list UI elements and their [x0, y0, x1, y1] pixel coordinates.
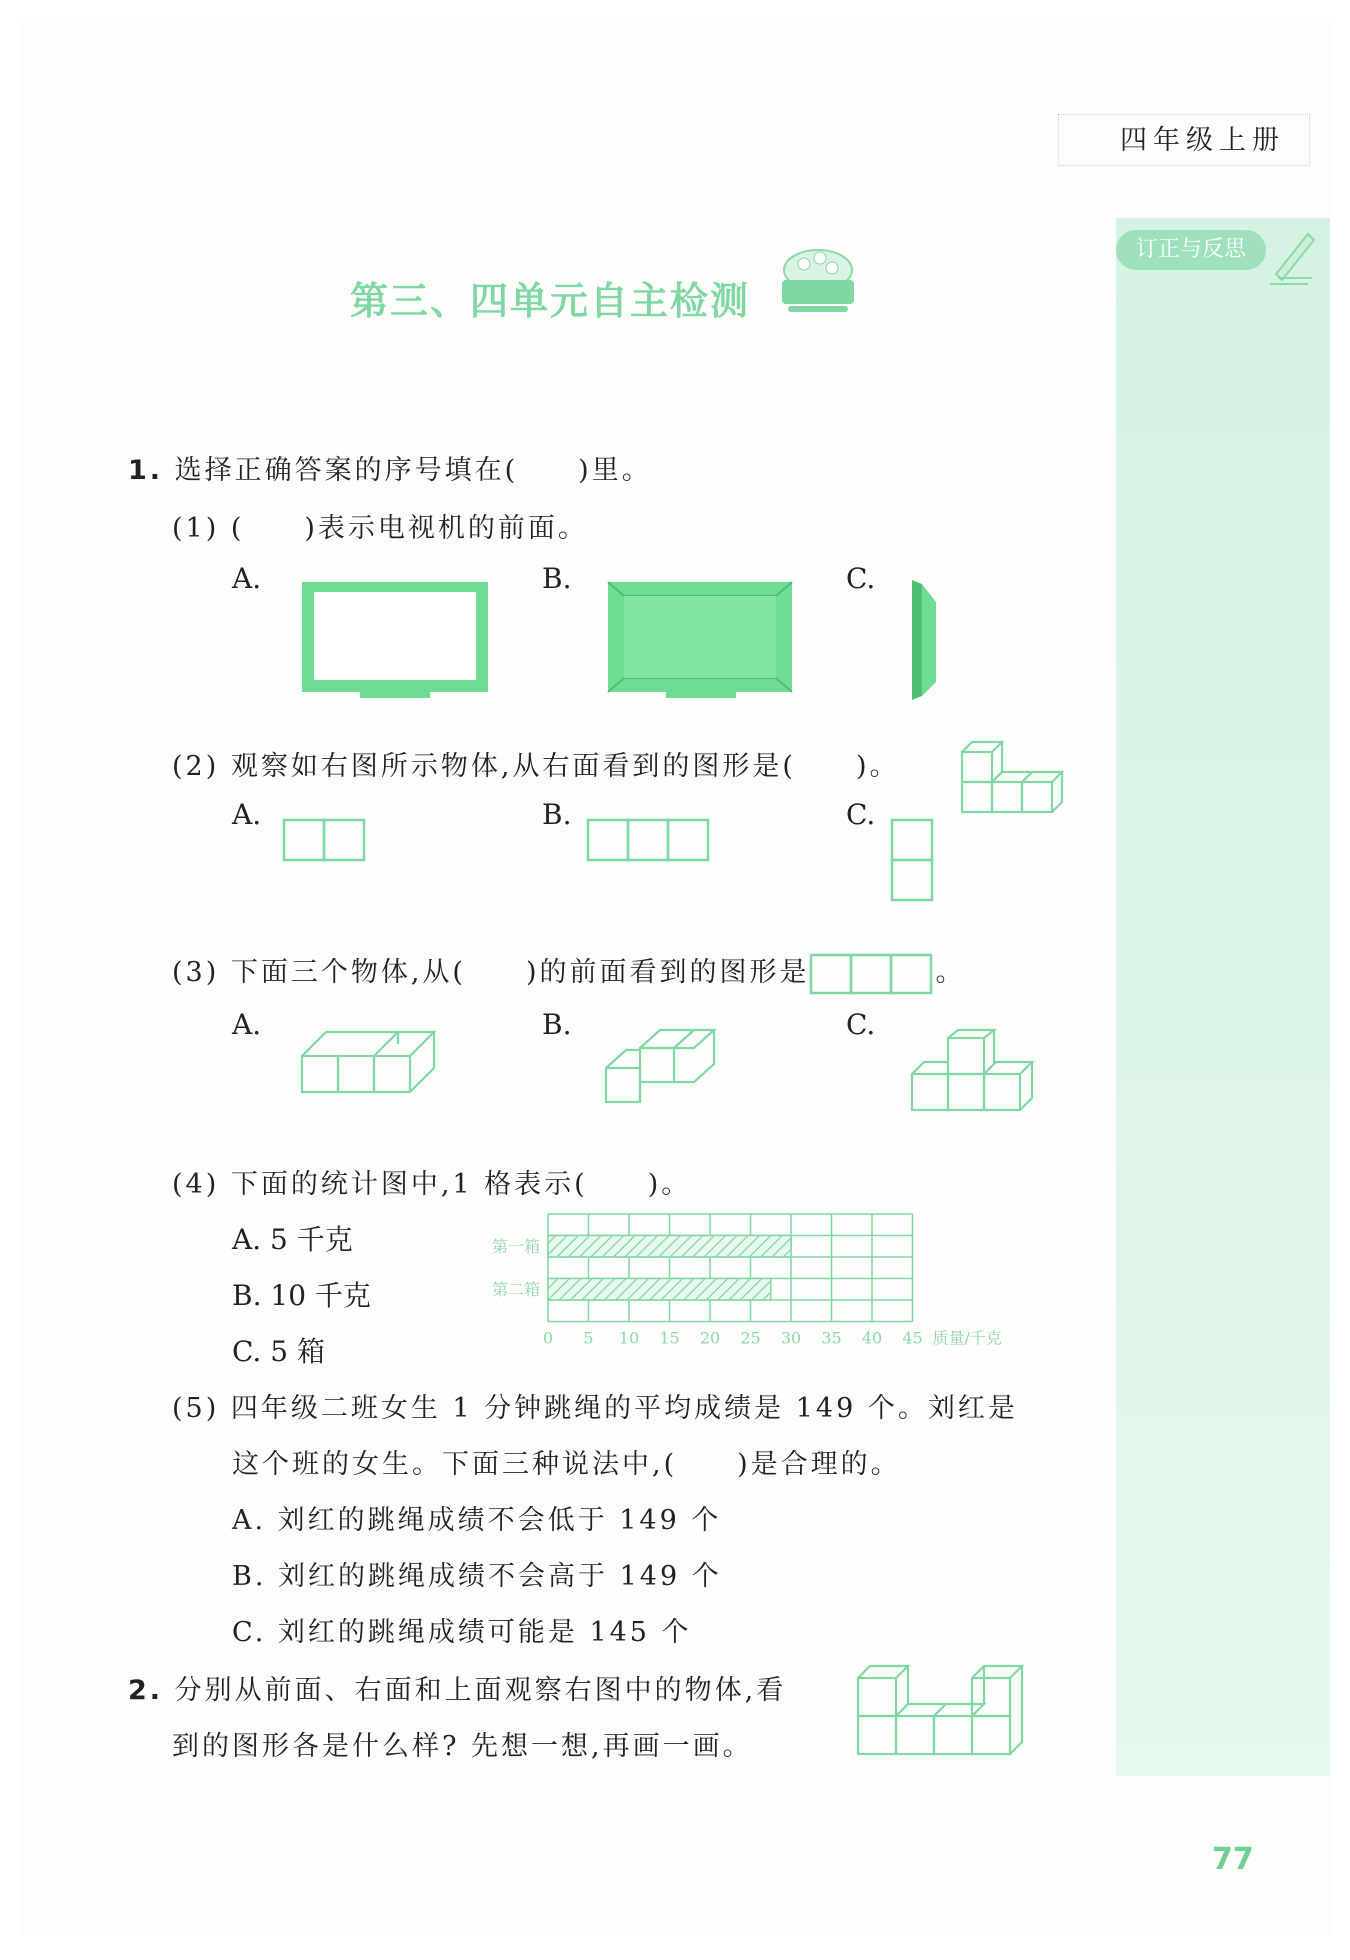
q1-p1-option-a: A. [232, 562, 262, 595]
q1-p3-object-b [604, 1028, 724, 1108]
chart-tick-labels [543, 1329, 923, 1348]
q1-p2-option-c: C. [846, 798, 876, 831]
q1-p3-option-b: B. [542, 1008, 572, 1041]
q1-p2-text: (2) 观察如右图所示物体,从右面看到的图形是( )。 [172, 751, 900, 782]
q1-p1-option-b: B. [542, 562, 572, 595]
weight-bar-chart [460, 1206, 1060, 1386]
q2-line2: 到的图形各是什么样? 先想一想,再画一画。 [172, 1731, 753, 1762]
q1-p5-option-c: C. 刘红的跳绳成绩可能是 145 个 [232, 1617, 692, 1648]
q1-p4-option-b: B. 10 千克 [232, 1279, 371, 1312]
treasure-chest-icon [768, 240, 868, 320]
chart-tick-label: 0 [542, 1328, 554, 1348]
q1-p5-line1: (5) 四年级二班女生 1 分钟跳绳的平均成绩是 149 个。刘红是 [172, 1393, 1018, 1424]
q1-p4-option-c: C. 5 箱 [232, 1335, 325, 1368]
side-tab-label: 订正与反思 [1116, 230, 1266, 270]
correction-sidebar [1116, 218, 1330, 1776]
q1-p2-shape-a [282, 818, 366, 862]
chart-tick-label: 35 [821, 1328, 842, 1348]
q1-p5-option-b: B. 刘红的跳绳成绩不会高于 149 个 [232, 1561, 722, 1592]
page-number: 77 [1212, 1842, 1254, 1877]
chart-category-label: 第一箱 [491, 1237, 540, 1256]
q1-p3-option-c: C. [846, 1008, 876, 1041]
q1-p2-option-b: B. [542, 798, 572, 831]
tv-back-solid [606, 580, 796, 700]
chart-tick-label: 25 [740, 1328, 761, 1348]
q1-p3-text [172, 950, 965, 995]
chart-tick-label: 40 [861, 1328, 883, 1348]
chart-bar [548, 1279, 771, 1301]
q1-p3-text-after: 。 [935, 957, 966, 988]
chart-bar [548, 1236, 791, 1258]
chart-category-labels [492, 1237, 540, 1299]
q1-p2-shape-c [890, 818, 934, 902]
q1-stem-text: 选择正确答案的序号填在( )里。 [174, 455, 652, 486]
q1-p5-option-a: A. 刘红的跳绳成绩不会低于 149 个 [232, 1505, 722, 1536]
q1-p3-object-a [300, 1030, 440, 1096]
q2-number: 2. [128, 1675, 164, 1706]
q1-p4-text: (4) 下面的统计图中,1 格表示( )。 [172, 1169, 692, 1200]
chart-grid [548, 1214, 913, 1322]
q1-p2-object-cubes [960, 740, 1076, 824]
q1-p4-option-a: A. 5 千克 [232, 1223, 353, 1256]
q1-p2-option-a: A. [232, 798, 262, 831]
q2-object-cubes [856, 1656, 1036, 1756]
chart-tick-label: 20 [699, 1328, 721, 1348]
chart-tick-label: 15 [659, 1328, 680, 1348]
q1-p3-object-c [910, 1028, 1036, 1114]
chart-tick-label: 5 [583, 1328, 594, 1348]
q1-p2-shape-b [586, 818, 710, 862]
q1-p1-option-c: C. [846, 562, 876, 595]
page-title: 第三、四单元自主检测 [350, 279, 751, 323]
q1-p3-option-a: A. [232, 1008, 262, 1041]
grade-label: 四年级上册 [1120, 125, 1285, 156]
chart-tick-label: 30 [780, 1328, 802, 1348]
chart-x-axis-label: 质量/千克 [932, 1328, 1002, 1348]
chart-tick-label: 10 [618, 1328, 640, 1348]
chart-tick-label: 45 [902, 1328, 923, 1348]
q1-number: 1. [128, 455, 164, 486]
chart-category-label: 第二箱 [491, 1280, 540, 1299]
q1-p5-line2: 这个班的女生。下面三种说法中,( )是合理的。 [232, 1449, 901, 1480]
pencil-icon [1268, 226, 1316, 290]
q1-p1-text: (1) ( )表示电视机的前面。 [172, 513, 588, 544]
tv-front-outline [300, 580, 492, 700]
q2-line1 [128, 1668, 786, 1707]
q1-p3-text-before: (3) 下面三个物体,从( )的前面看到的图形是 [172, 957, 810, 988]
q1-p3-target-shape [809, 953, 935, 995]
q2-text-1: 分别从前面、右面和上面观察右图中的物体,看 [174, 1675, 787, 1706]
q1-stem [128, 448, 652, 487]
tv-side-view [908, 578, 944, 702]
